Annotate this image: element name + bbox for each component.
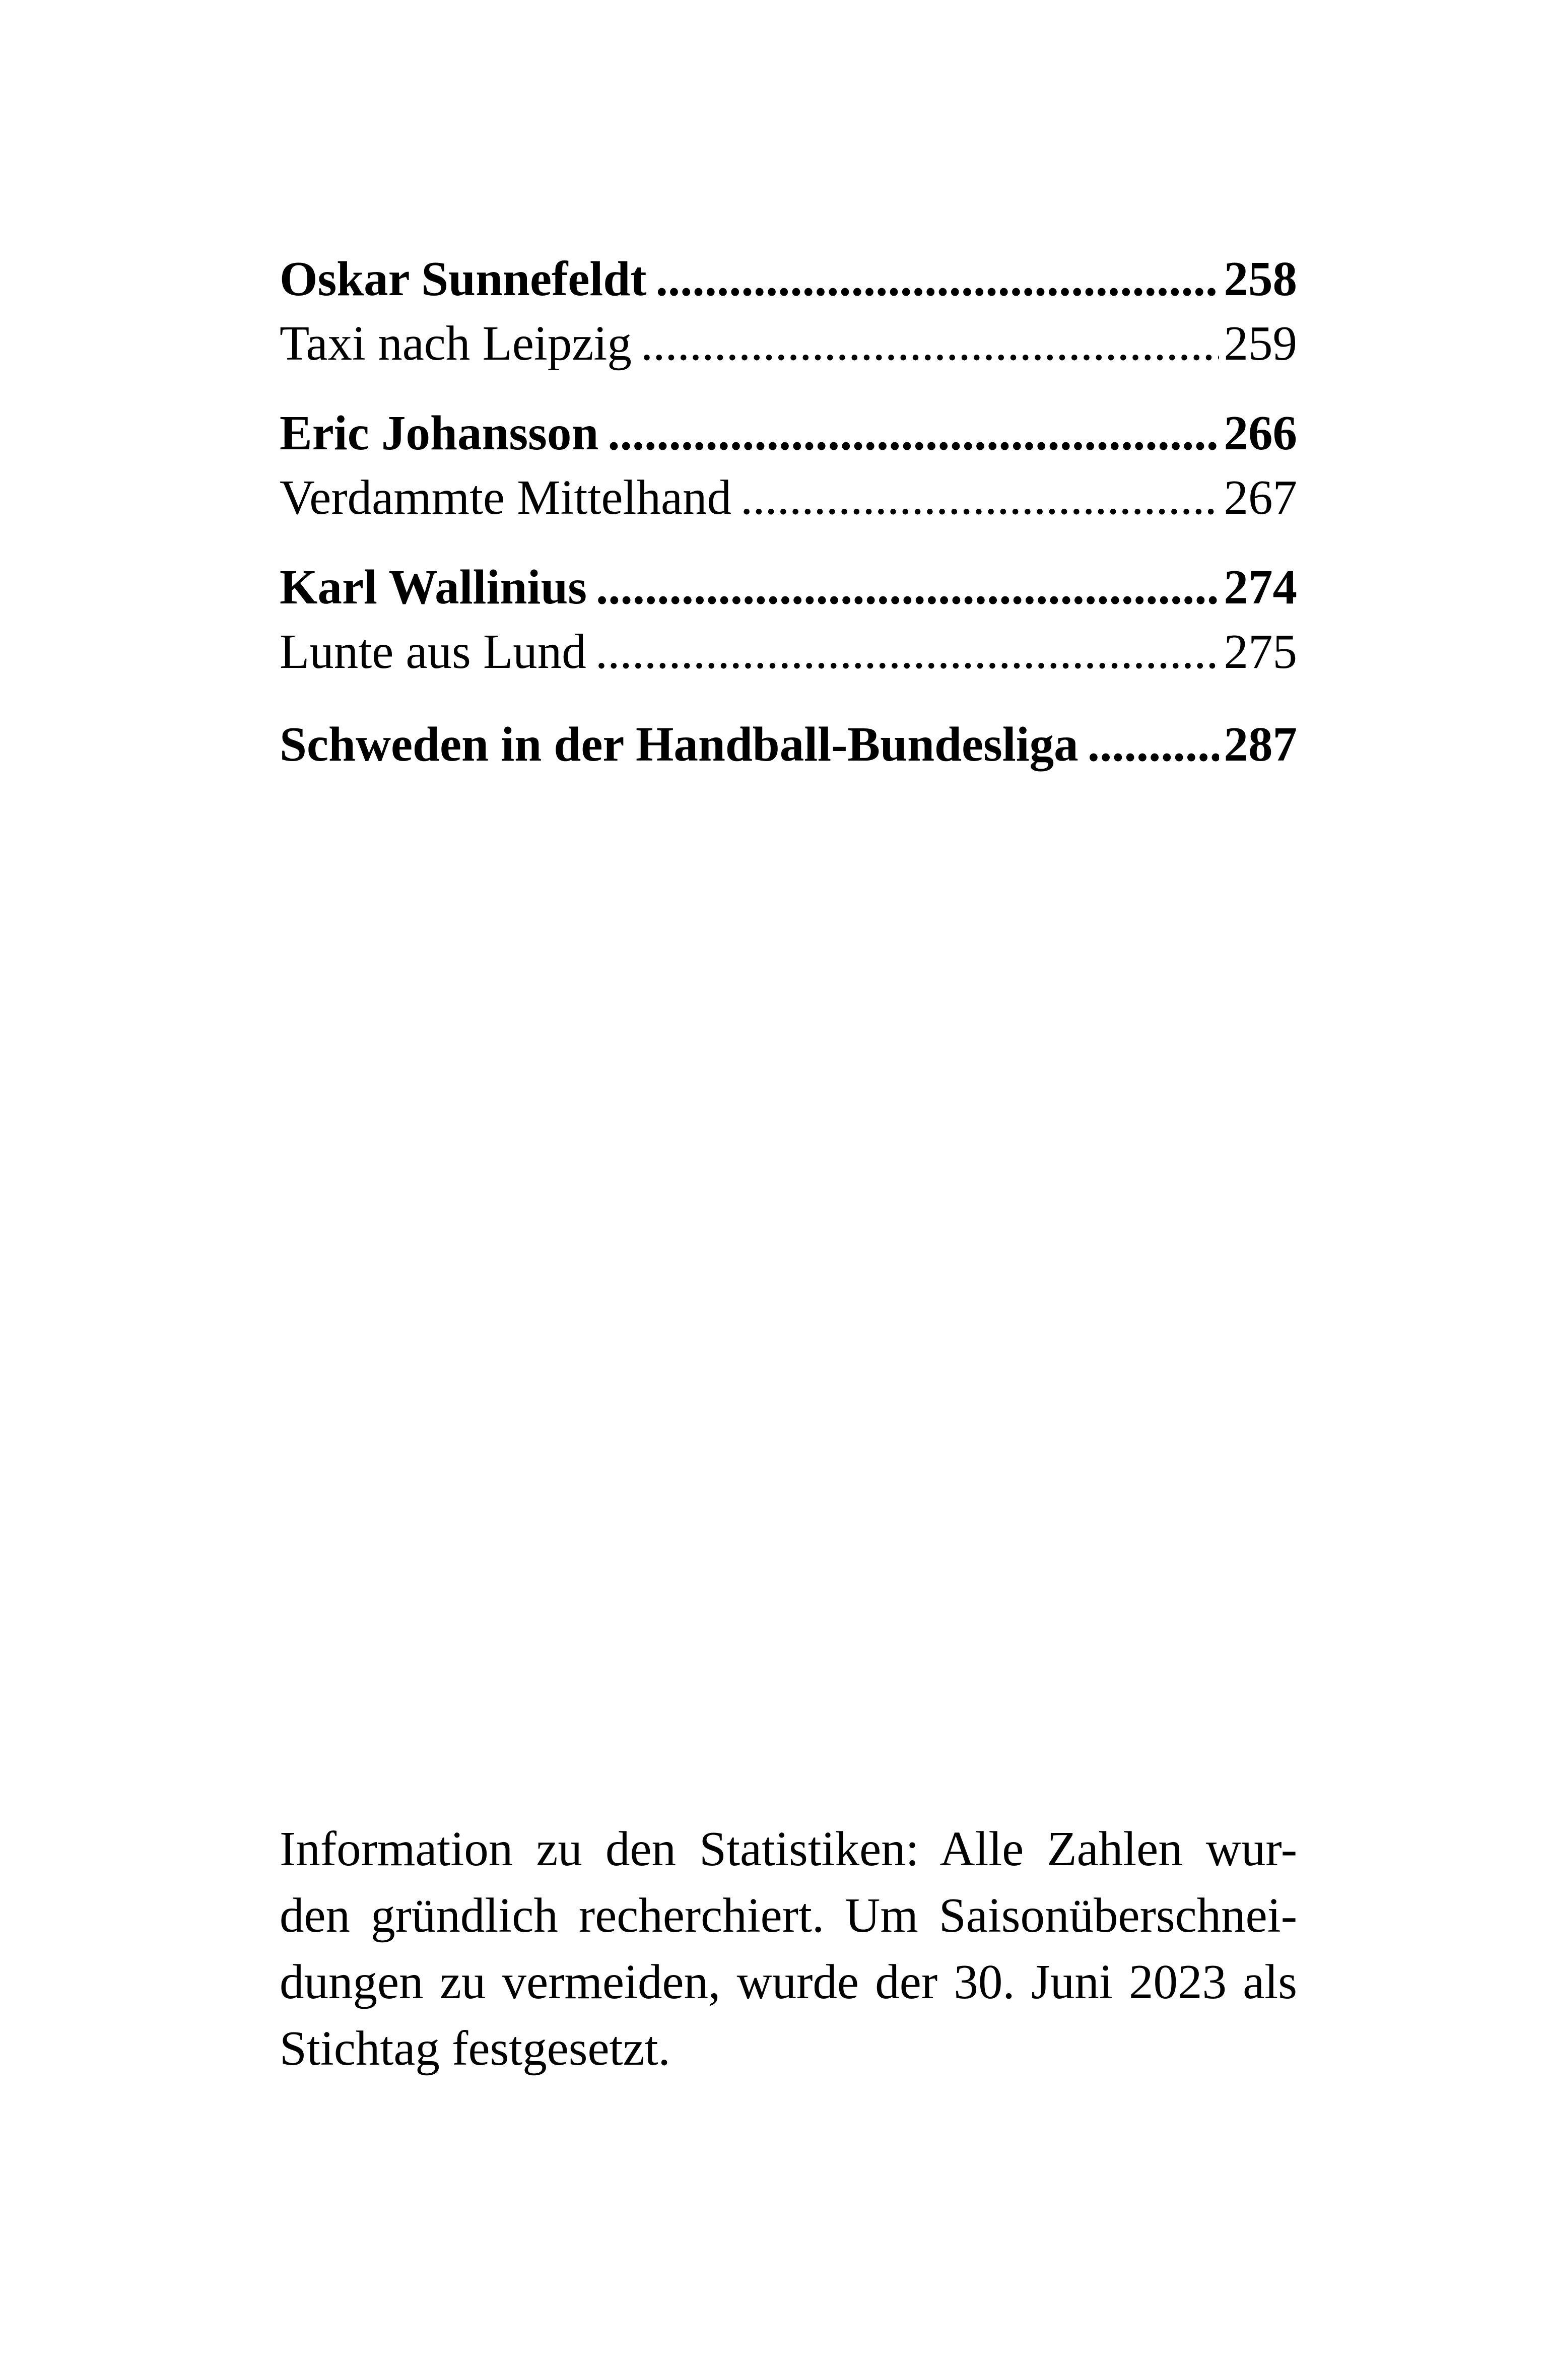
toc-dot-leader	[641, 311, 1219, 376]
table-of-contents	[280, 247, 1297, 777]
toc-dot-leader	[1088, 712, 1219, 777]
toc-page-number: 258	[1224, 252, 1297, 306]
toc-page-number: 267	[1224, 470, 1297, 524]
toc-section-lunte-aus-lund[interactable]	[280, 620, 1297, 684]
toc-section-taxi-nach-leipzig[interactable]	[280, 311, 1297, 376]
note-line: Information zu den Statistiken: Alle Zahlen wur-	[280, 1822, 1297, 1876]
toc-page-number: 266	[1224, 406, 1297, 460]
toc-page-number: 274	[1224, 560, 1297, 614]
toc-page-number: 275	[1224, 625, 1297, 678]
toc-dot-leader	[595, 620, 1219, 684]
toc-entry-title: Karl Wallinius	[280, 560, 587, 614]
toc-chapter-oskar-sunnefeldt[interactable]	[280, 247, 1297, 311]
note-line: den gründlich recherchiert. Um Saisonüberschnei-	[280, 1888, 1297, 1942]
toc-page-number: 259	[1224, 316, 1297, 370]
toc-dot-leader	[656, 247, 1219, 311]
toc-entry-title: Verdammte Mittelhand	[280, 470, 732, 524]
note-line: dungen zu vermeiden, wurde der 30. Juni 2023 als	[280, 1955, 1297, 2009]
toc-entry-title: Schweden in der Handball-Bundesliga	[280, 717, 1079, 771]
toc-chapter-eric-johansson[interactable]	[280, 401, 1297, 465]
toc-chapter-schweden-bundesliga[interactable]	[280, 712, 1297, 777]
note-line: Stichtag festgesetzt.	[280, 2021, 670, 2075]
toc-page-number: 287	[1224, 717, 1297, 771]
toc-chapter-karl-wallinius[interactable]	[280, 555, 1297, 620]
statistics-note	[280, 1816, 1297, 2082]
toc-entry-title: Eric Johansson	[280, 406, 599, 460]
toc-entry-title: Lunte aus Lund	[280, 625, 586, 678]
toc-dot-leader	[740, 465, 1219, 530]
toc-dot-leader	[608, 401, 1219, 465]
toc-section-verdammte-mittelhand[interactable]	[280, 465, 1297, 530]
toc-entry-title: Oskar Sunnefeldt	[280, 252, 647, 306]
toc-entry-title: Taxi nach Leipzig	[280, 316, 632, 370]
toc-dot-leader	[596, 555, 1219, 620]
